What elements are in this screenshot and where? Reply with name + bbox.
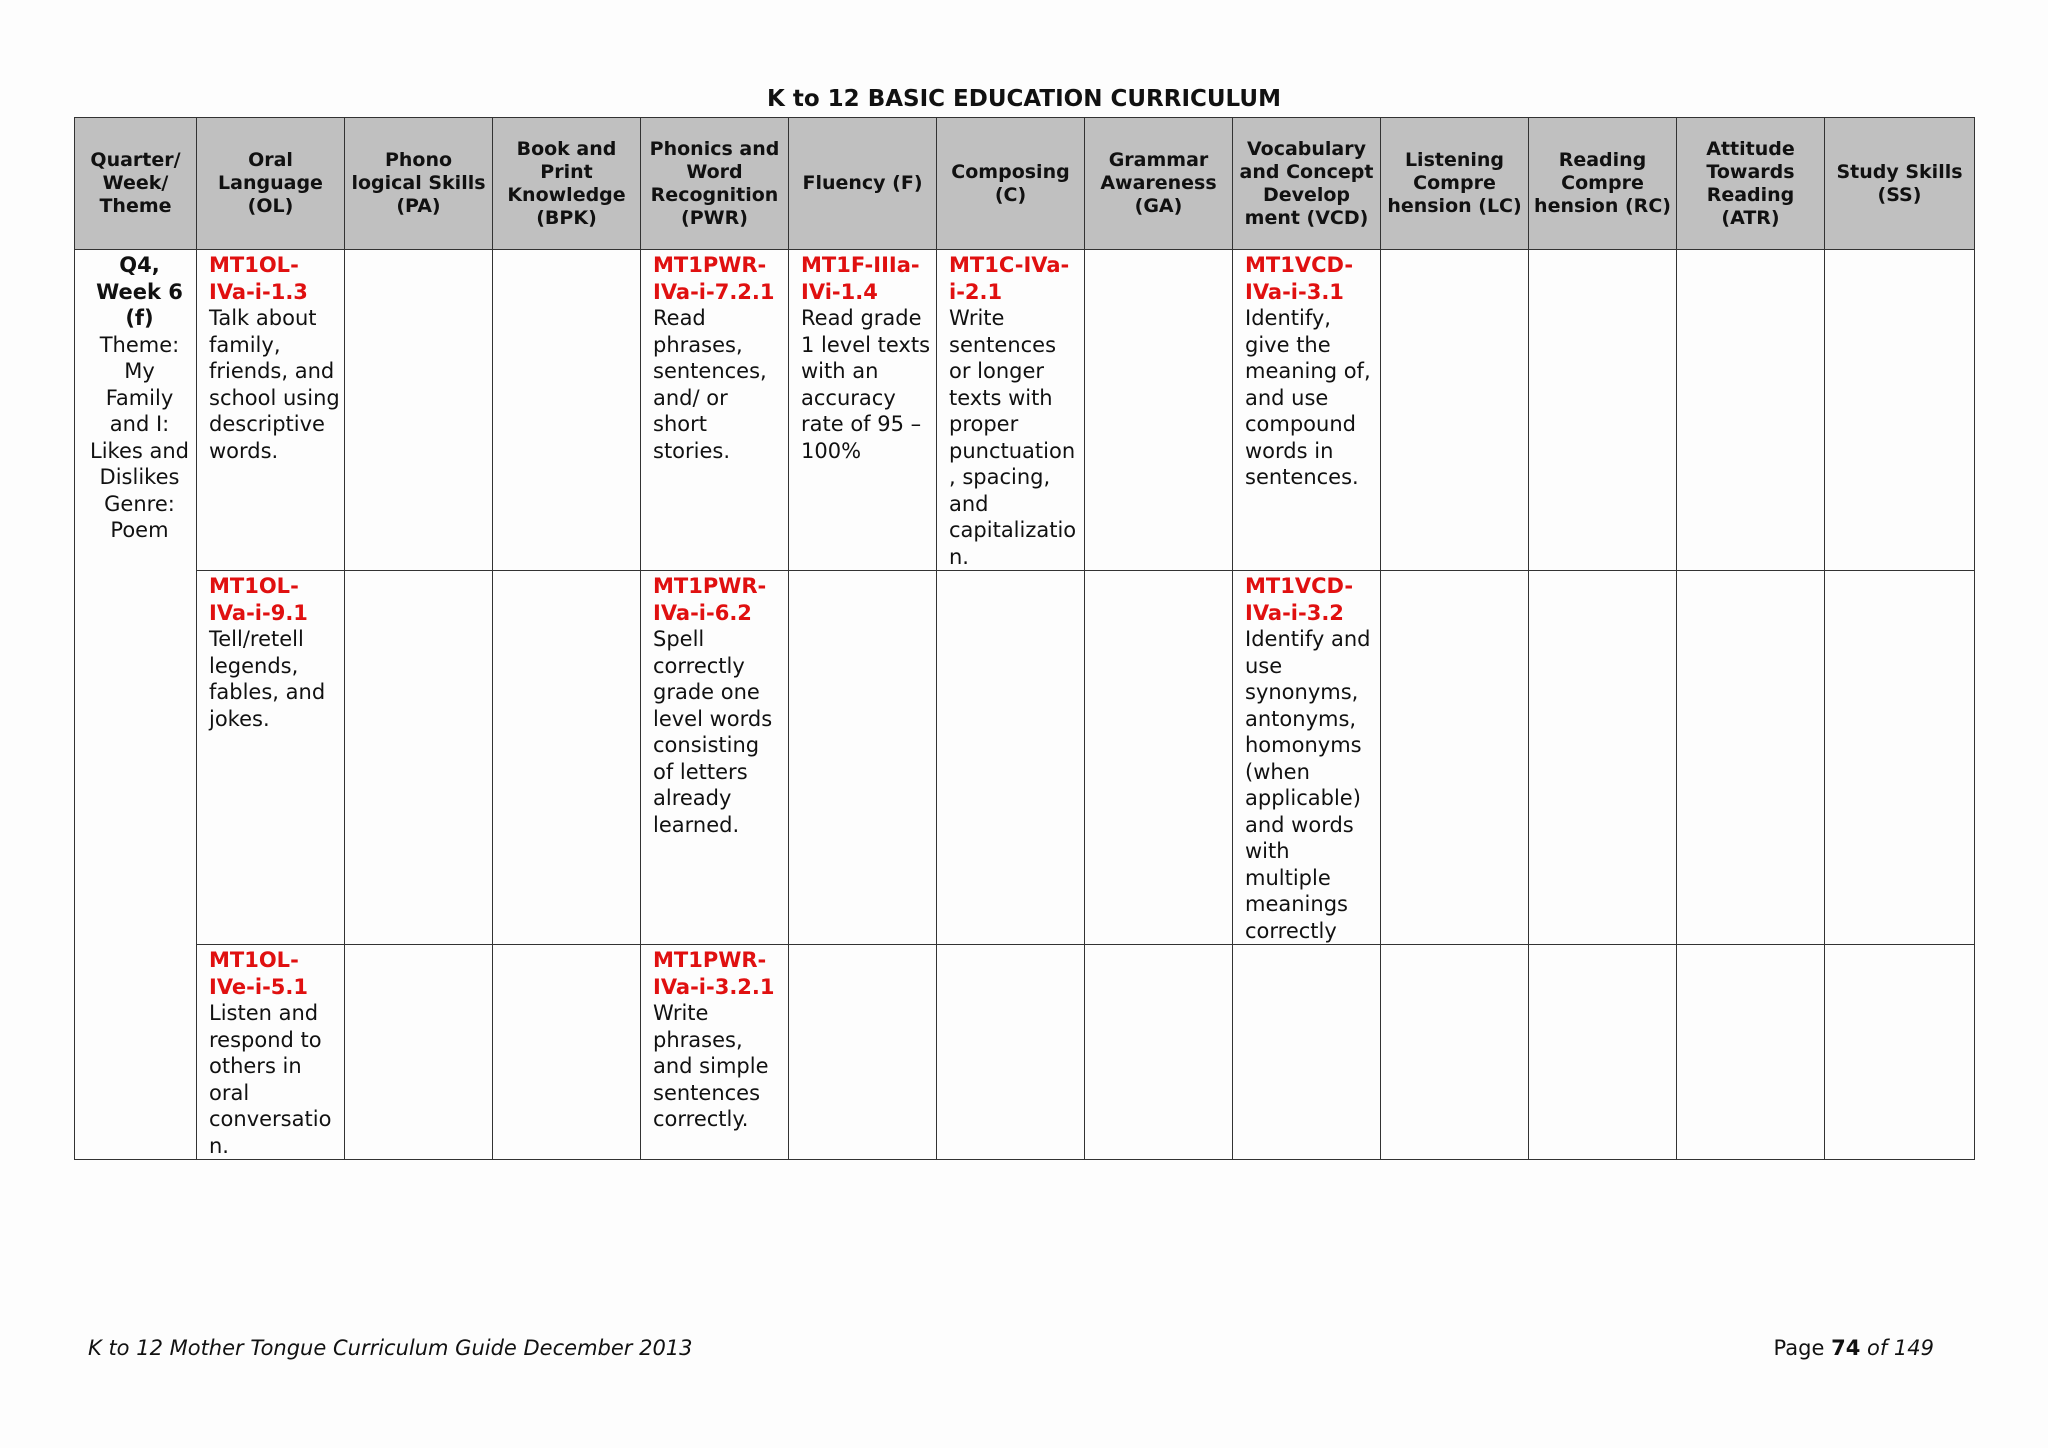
pwr-cell xyxy=(641,945,789,1160)
vcd-cell xyxy=(1233,945,1381,1160)
ss-cell xyxy=(1825,945,1975,1160)
theme-word: Dislikes xyxy=(99,465,180,489)
col-header-book-print-knowledge: Book and Print Knowledge (BPK) xyxy=(493,118,641,250)
curriculum-table xyxy=(74,117,1975,1160)
rc-cell xyxy=(1529,571,1677,945)
atr-cell xyxy=(1677,945,1825,1160)
pwr-cell xyxy=(641,571,789,945)
lc-cell xyxy=(1381,945,1529,1160)
table-row xyxy=(75,571,1975,945)
f-cell xyxy=(789,945,937,1160)
col-header-reading-comprehension: Reading Compre hension (RC) xyxy=(1529,118,1677,250)
vcd-cell xyxy=(1233,250,1381,571)
competency-text: Identify and use synonyms, antonyms, homonyms (when applicable) and words with multiple meanings correctly xyxy=(1245,627,1371,943)
c-cell xyxy=(937,571,1085,945)
page-number: 74 xyxy=(1831,1336,1861,1360)
col-header-phonics-word-recognition: Phonics and Word Recognition (PWR) xyxy=(641,118,789,250)
bpk-cell xyxy=(493,250,641,571)
competency-code: MT1F-IIIa-IVi-1.4 xyxy=(801,253,920,304)
competency-text: Write phrases, and simple sentences correctly. xyxy=(653,1001,769,1131)
pa-cell xyxy=(345,945,493,1160)
week-label: Week 6 xyxy=(96,279,183,304)
col-header-attitude-towards-reading: Attitude Towards Reading (ATR) xyxy=(1677,118,1825,250)
ol-cell xyxy=(197,945,345,1160)
competency-code: MT1VCD-IVa-i-3.1 xyxy=(1245,253,1354,304)
c-cell xyxy=(937,945,1085,1160)
col-header-study-skills: Study Skills (SS) xyxy=(1825,118,1975,250)
competency-code: MT1OL-IVa-i-9.1 xyxy=(209,574,308,625)
ga-cell xyxy=(1085,945,1233,1160)
theme-word: My xyxy=(124,359,155,383)
competency-code: MT1PWR-IVa-i-7.2.1 xyxy=(653,253,775,304)
page-total: of 149 xyxy=(1867,1336,1934,1360)
header-row xyxy=(75,118,1975,250)
bpk-cell xyxy=(493,945,641,1160)
ol-cell xyxy=(197,250,345,571)
table-row xyxy=(75,250,1975,571)
rc-cell xyxy=(1529,945,1677,1160)
competency-text: Listen and respond to others in oral conversation. xyxy=(209,1001,332,1158)
atr-cell xyxy=(1677,571,1825,945)
ss-cell xyxy=(1825,250,1975,571)
pa-cell xyxy=(345,571,493,945)
document-title: K to 12 BASIC EDUCATION CURRICULUM xyxy=(767,86,1281,112)
c-cell xyxy=(937,250,1085,571)
col-header-vocabulary-concept: Vocabulary and Concept Develop ment (VCD) xyxy=(1233,118,1381,250)
ss-cell xyxy=(1825,571,1975,945)
competency-code: MT1C-IVa-i-2.1 xyxy=(949,253,1070,304)
theme-word: and I: xyxy=(109,412,170,436)
bpk-cell xyxy=(493,571,641,945)
competency-text: Tell/retell legends, fables, and jokes. xyxy=(209,627,326,731)
table-row xyxy=(75,945,1975,1160)
vcd-cell xyxy=(1233,571,1381,945)
col-header-composing: Composing (C) xyxy=(937,118,1085,250)
pa-cell xyxy=(345,250,493,571)
col-header-fluency: Fluency (F) xyxy=(789,118,937,250)
theme-label: Theme: xyxy=(99,332,180,357)
competency-code: MT1OL-IVe-i-5.1 xyxy=(209,948,308,999)
competency-text: Write sentences or longer texts with proper punctuation, spacing, and capitalization. xyxy=(949,306,1077,569)
competency-text: Spell correctly grade one level words consisting of letters already learned. xyxy=(653,627,773,837)
genre-label: Genre: xyxy=(104,491,175,516)
quarter-label: Q4, xyxy=(119,253,160,277)
col-header-quarter-week-theme: Quarter/ Week/ Theme xyxy=(75,118,197,250)
col-header-grammar-awareness: Grammar Awareness (GA) xyxy=(1085,118,1233,250)
rc-cell xyxy=(1529,250,1677,571)
ga-cell xyxy=(1085,571,1233,945)
competency-code: MT1PWR-IVa-i-3.2.1 xyxy=(653,948,775,999)
page-prefix: Page xyxy=(1773,1336,1825,1360)
col-header-listening-comprehension: Listening Compre hension (LC) xyxy=(1381,118,1529,250)
atr-cell xyxy=(1677,250,1825,571)
competency-text: Read phrases, sentences, and/ or short stories. xyxy=(653,306,767,463)
competency-code: MT1PWR-IVa-i-6.2 xyxy=(653,574,767,625)
ga-cell xyxy=(1085,250,1233,571)
f-cell xyxy=(789,250,937,571)
theme-word: Family xyxy=(105,385,174,410)
ol-cell xyxy=(197,571,345,945)
lc-cell xyxy=(1381,250,1529,571)
theme-word: Likes and xyxy=(90,438,189,463)
quarter-week-theme-cell xyxy=(75,250,197,1160)
footer-page-number xyxy=(1774,1336,1934,1360)
col-header-phonological-skills: Phono logical Skills (PA) xyxy=(345,118,493,250)
lc-cell xyxy=(1381,571,1529,945)
competency-code: MT1VCD-IVa-i-3.2 xyxy=(1245,574,1354,625)
footer-guide-title: K to 12 Mother Tongue Curriculum Guide December 2013 xyxy=(88,1336,693,1360)
competency-text: Read grade 1 level texts with an accuracy rate of 95 – 100% xyxy=(801,306,931,463)
col-header-oral-language: Oral Language (OL) xyxy=(197,118,345,250)
part-label: (f) xyxy=(125,306,154,330)
competency-text: Identify, give the meaning of, and use compound words in sentences. xyxy=(1245,306,1371,489)
pwr-cell xyxy=(641,250,789,571)
competency-text: Talk about family, friends, and school using descriptive words. xyxy=(209,306,340,463)
f-cell xyxy=(789,571,937,945)
genre-value: Poem xyxy=(110,518,169,542)
competency-code: MT1OL-IVa-i-1.3 xyxy=(209,253,308,304)
